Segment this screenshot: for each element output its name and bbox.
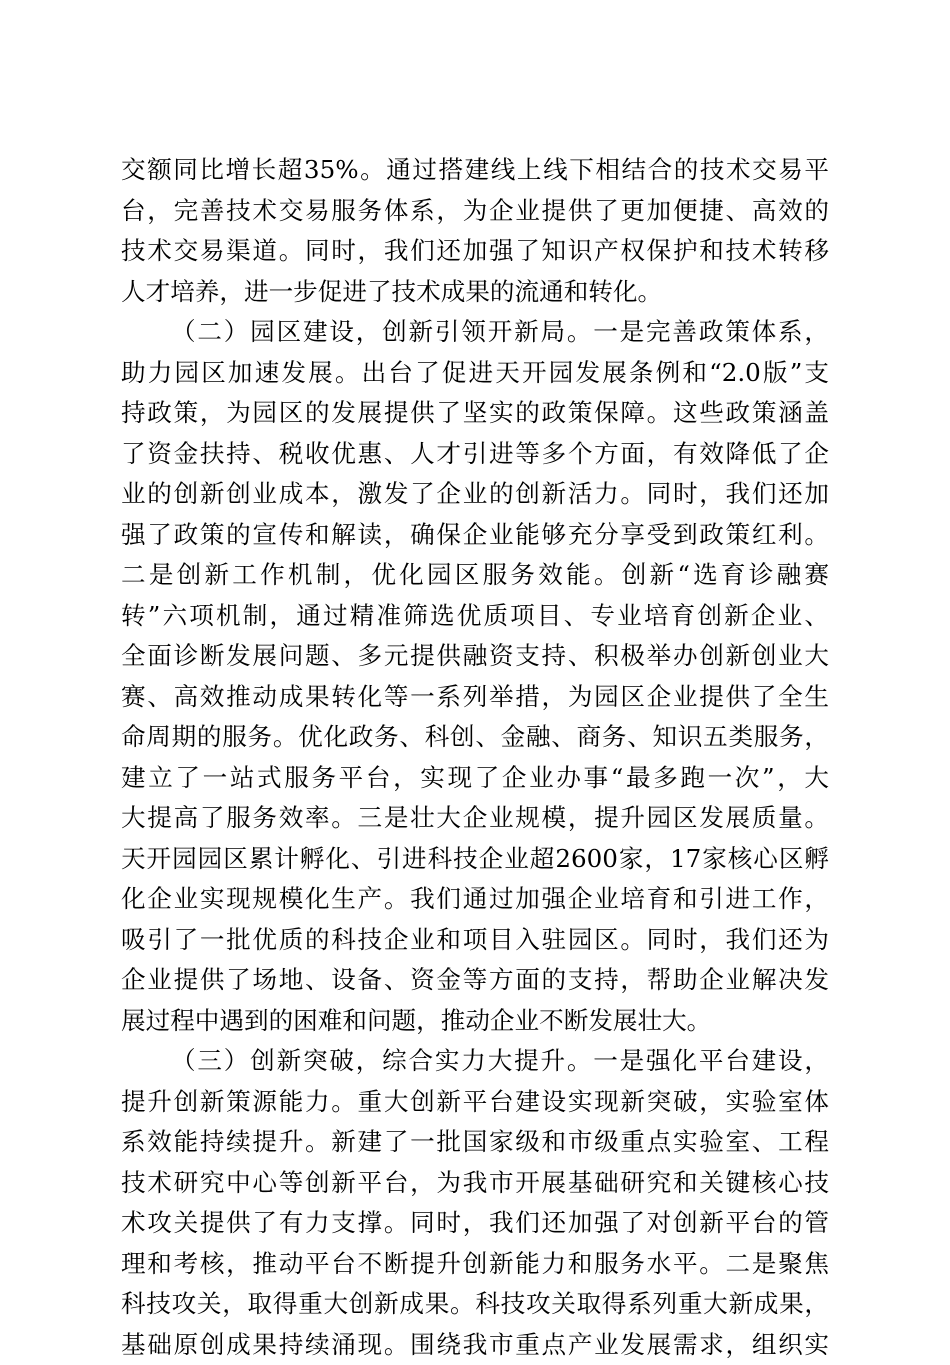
text-line-19: 化企业实现规模化生产。我们通过加强企业培育和引进工作， [121,879,829,920]
text-line-12: 转”六项机制，通过精准筛选优质项目、专业培育创新企业、 [121,596,829,637]
text-line-1: 交额同比增长超35%。通过搭建线上线下相结合的技术交易平 [121,150,829,191]
section-two-heading-line: （二）园区建设，创新引领开新局。一是完善政策体系， [121,312,829,353]
text-line-10: 强了政策的宣传和解读，确保企业能够充分享受到政策红利。 [121,515,829,556]
text-line-22: 展过程中遇到的困难和问题，推动企业不断发展壮大。 [121,1001,829,1042]
text-line-4: 人才培养，进一步促进了技术成果的流通和转化。 [121,272,829,313]
text-line-2: 台，完善技术交易服务体系，为企业提供了更加便捷、高效的 [121,191,829,232]
text-line-26: 技术研究中心等创新平台，为我市开展基础研究和关键核心技 [121,1163,829,1204]
text-line-24: 提升创新策源能力。重大创新平台建设实现新突破，实验室体 [121,1082,829,1123]
section-three-heading-line: （三）创新突破，综合实力大提升。一是强化平台建设， [121,1041,829,1082]
text-line-16: 建立了一站式服务平台，实现了企业办事“最多跑一次”，大 [121,758,829,799]
text-line-17: 大提高了服务效率。三是壮大企业规模，提升园区发展质量。 [121,798,829,839]
text-line-20: 吸引了一批优质的科技企业和项目入驻园区。同时，我们还为 [121,920,829,961]
text-line-7: 持政策，为园区的发展提供了坚实的政策保障。这些政策涵盖 [121,393,829,434]
text-line-8: 了资金扶持、税收优惠、人才引进等多个方面，有效降低了企 [121,434,829,475]
text-line-6: 助力园区加速发展。出台了促进天开园发展条例和“2.0版”支 [121,353,829,394]
text-line-15: 命周期的服务。优化政务、科创、金融、商务、知识五类服务， [121,717,829,758]
body-text [121,150,829,1365]
text-line-25: 系效能持续提升。新建了一批国家级和市级重点实验室、工程 [121,1122,829,1163]
text-line-11: 二是创新工作机制，优化园区服务效能。创新“选育诊融赛 [121,555,829,596]
text-line-29: 科技攻关，取得重大创新成果。科技攻关取得系列重大新成果， [121,1284,829,1325]
text-line-13: 全面诊断发展问题、多元提供融资支持、积极举办创新创业大 [121,636,829,677]
text-line-14: 赛、高效推动成果转化等一系列举措，为园区企业提供了全生 [121,677,829,718]
text-line-27: 术攻关提供了有力支撑。同时，我们还加强了对创新平台的管 [121,1203,829,1244]
text-line-18: 天开园园区累计孵化、引进科技企业超2600家，17家核心区孵 [121,839,829,880]
text-line-21: 企业提供了场地、设备、资金等方面的支持，帮助企业解决发 [121,960,829,1001]
text-line-3: 技术交易渠道。同时，我们还加强了知识产权保护和技术转移 [121,231,829,272]
text-line-28: 理和考核，推动平台不断提升创新能力和服务水平。二是聚焦 [121,1244,829,1285]
text-line-9: 业的创新创业成本，激发了企业的创新活力。同时，我们还加 [121,474,829,515]
text-line-30: 基础原创成果持续涌现。围绕我市重点产业发展需求，组织实 [121,1325,829,1365]
